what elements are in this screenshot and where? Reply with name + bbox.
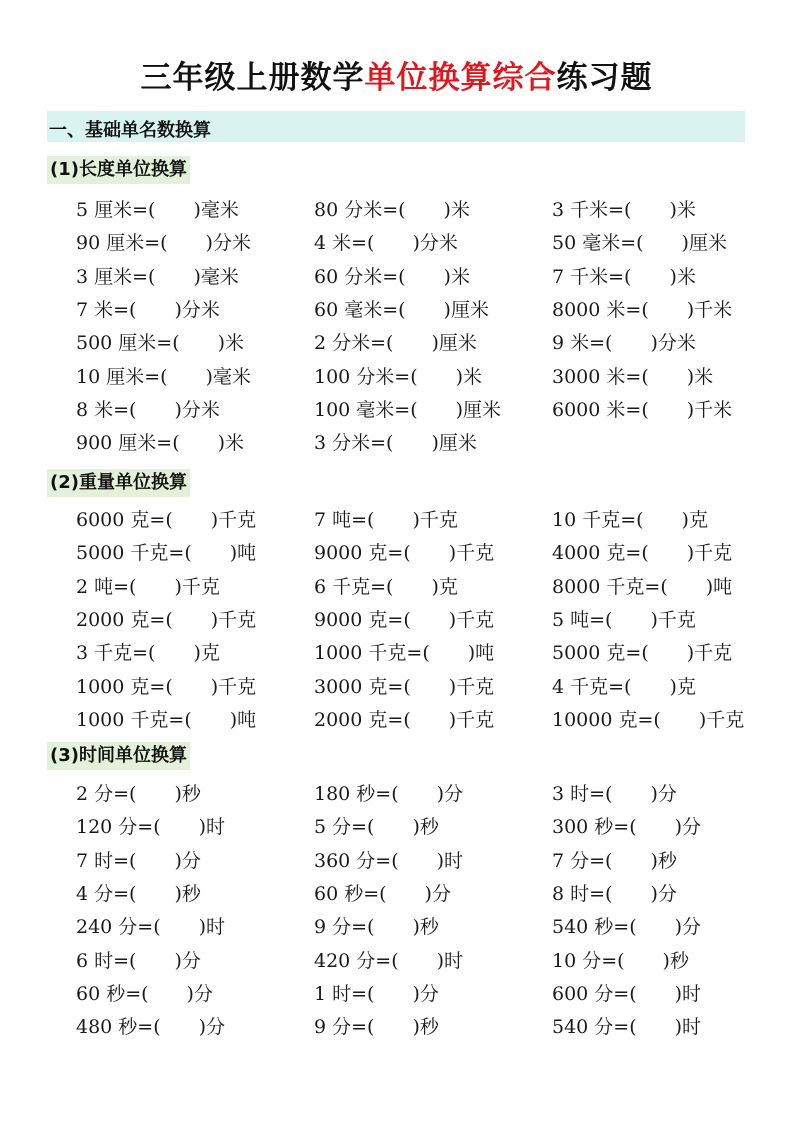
exercise-item-length: 900 厘米=( )米 bbox=[76, 432, 245, 455]
exercise-item-weight: 4 千克=( )克 bbox=[552, 675, 696, 698]
exercise-item-length: 3 厘米=( )毫米 bbox=[76, 265, 239, 288]
exercise-item-length: 100 毫米=( )厘米 bbox=[314, 398, 502, 421]
section-header bbox=[47, 111, 745, 142]
exercise-item-time: 480 秒=( )分 bbox=[76, 1016, 226, 1039]
exercise-item-time: 420 分=( )时 bbox=[314, 949, 464, 972]
exercise-item-length: 100 分米=( )米 bbox=[314, 365, 483, 388]
exercise-item-time: 9 分=( )秒 bbox=[314, 916, 439, 939]
exercise-item-length: 500 厘米=( )米 bbox=[76, 332, 245, 355]
exercise-item-time: 3 时=( )分 bbox=[552, 783, 677, 805]
exercise-item-weight: 5000 千克=( )吨 bbox=[76, 542, 257, 565]
exercise-item-weight: 1000 千克=( )吨 bbox=[314, 642, 495, 665]
section-title: 一、基础单名数换算 bbox=[49, 120, 211, 141]
exercise-item-length: 7 米=( )分米 bbox=[76, 298, 220, 321]
exercise-item-time: 540 分=( )时 bbox=[552, 1016, 702, 1039]
exercise-item-length: 90 厘米=( )分米 bbox=[76, 232, 251, 255]
exercise-item-time: 60 秒=( )分 bbox=[314, 882, 451, 905]
exercise-item-length: 3000 米=( )米 bbox=[552, 365, 714, 388]
exercise-item-time: 600 分=( )时 bbox=[552, 982, 702, 1005]
exercise-item-weight: 1000 千克=( )吨 bbox=[76, 708, 257, 731]
exercise-item-weight: 2000 克=( )千克 bbox=[314, 708, 495, 731]
exercise-item-time: 8 时=( )分 bbox=[552, 882, 677, 905]
exercise-item-weight: 2 吨=( )千克 bbox=[76, 575, 220, 598]
exercise-item-weight: 3000 克=( )千克 bbox=[314, 675, 495, 698]
exercise-item-time: 120 分=( )时 bbox=[76, 816, 226, 839]
exercise-item-length: 60 毫米=( )厘米 bbox=[314, 298, 489, 321]
exercise-item-weight: 10000 克=( )千克 bbox=[552, 708, 745, 731]
exercise-item-time: 1 时=( )分 bbox=[314, 982, 439, 1005]
title-part-3: 练习题 bbox=[556, 60, 653, 96]
exercise-item-weight: 2000 克=( )千克 bbox=[76, 608, 257, 631]
exercise-item-weight: 6000 克=( )千克 bbox=[76, 509, 257, 531]
exercise-item-length: 50 毫米=( )厘米 bbox=[552, 232, 727, 255]
exercise-item-length: 8 米=( )分米 bbox=[76, 398, 220, 421]
exercise-item-length: 7 千米=( )米 bbox=[552, 265, 696, 288]
title-part-1: 三年级上册数学 bbox=[140, 60, 365, 96]
exercise-item-time: 180 秒=( )分 bbox=[314, 783, 464, 805]
exercise-item-length: 10 厘米=( )毫米 bbox=[76, 365, 251, 388]
exercise-item-weight: 3 千克=( )克 bbox=[76, 642, 220, 665]
exercise-item-weight: 7 吨=( )千克 bbox=[314, 509, 458, 531]
exercise-item-weight: 9000 克=( )千克 bbox=[314, 542, 495, 565]
exercise-item-time: 7 时=( )分 bbox=[76, 849, 201, 872]
exercise-item-time: 60 秒=( )分 bbox=[76, 982, 213, 1005]
exercise-item-length: 9 米=( )分米 bbox=[552, 332, 696, 355]
exercise-item-length: 5 厘米=( )毫米 bbox=[76, 199, 239, 221]
exercise-item-time: 5 分=( )秒 bbox=[314, 816, 439, 839]
exercise-item-length: 2 分米=( )厘米 bbox=[314, 332, 477, 355]
exercise-item-time: 9 分=( )秒 bbox=[314, 1016, 439, 1039]
exercise-item-time: 540 秒=( )分 bbox=[552, 916, 702, 939]
exercise-item-time: 7 分=( )秒 bbox=[552, 849, 677, 872]
exercise-item-length: 3 千米=( )米 bbox=[552, 199, 696, 221]
exercise-item-length: 6000 米=( )千米 bbox=[552, 398, 733, 421]
exercise-item-weight: 10 千克=( )克 bbox=[552, 509, 708, 531]
exercise-item-time: 6 时=( )分 bbox=[76, 949, 201, 972]
exercise-item-time: 10 分=( )秒 bbox=[552, 949, 689, 972]
exercise-item-weight: 9000 克=( )千克 bbox=[314, 608, 495, 631]
exercise-item-time: 300 秒=( )分 bbox=[552, 816, 702, 839]
exercise-item-weight: 6 千克=( )克 bbox=[314, 575, 458, 598]
exercise-item-time: 2 分=( )秒 bbox=[76, 783, 201, 805]
exercise-item-length: 8000 米=( )千米 bbox=[552, 298, 733, 321]
group-label-weight: (2)重量单位换算 bbox=[47, 469, 190, 497]
exercise-item-length: 3 分米=( )厘米 bbox=[314, 432, 477, 455]
exercise-item-length: 4 米=( )分米 bbox=[314, 232, 458, 255]
title-highlight: 单位换算综合 bbox=[364, 60, 557, 96]
exercise-item-weight: 1000 克=( )千克 bbox=[76, 675, 257, 698]
exercise-item-length: 80 分米=( )米 bbox=[314, 199, 470, 221]
group-label-length: (1)长度单位换算 bbox=[47, 156, 190, 184]
exercise-item-time: 360 分=( )时 bbox=[314, 849, 464, 872]
exercise-item-weight: 4000 克=( )千克 bbox=[552, 542, 733, 565]
exercise-item-time: 240 分=( )时 bbox=[76, 916, 226, 939]
exercise-item-weight: 5000 克=( )千克 bbox=[552, 642, 733, 665]
exercise-item-length: 60 分米=( )米 bbox=[314, 265, 470, 288]
group-label-time: (3)时间单位换算 bbox=[47, 742, 190, 770]
exercise-item-weight: 8000 千克=( )吨 bbox=[552, 575, 733, 598]
page-title bbox=[0, 52, 793, 97]
exercise-item-weight: 5 吨=( )千克 bbox=[552, 608, 696, 631]
exercise-item-time: 4 分=( )秒 bbox=[76, 882, 201, 905]
